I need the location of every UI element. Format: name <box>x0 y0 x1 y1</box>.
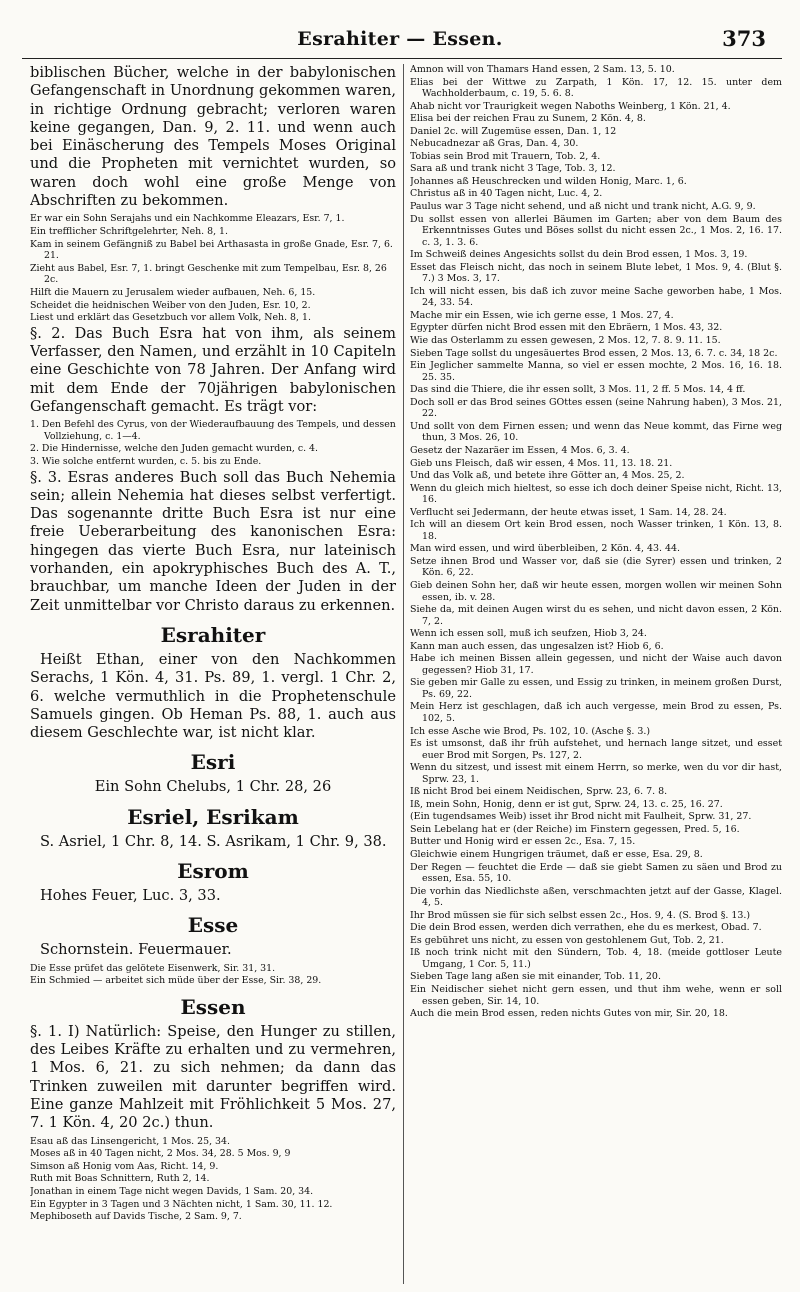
reference-entry: Iß noch trink nicht mit den Sündern, Tob. 4, 18. (meide gottloser Leute Umgang, 1 Cor. 5, 11.) <box>410 947 782 970</box>
reference-line: Hilft die Mauern zu Jerusalem wieder aufbauen, Neh. 6, 15. <box>30 286 316 298</box>
reference-line: Mephiboseth auf Davids Tische, 2 Sam. 9, 7. <box>30 1211 242 1223</box>
reference-line: Ein Schmied — arbeitet sich müde über der Esse, Sir. 38, 29. <box>30 975 322 987</box>
reference-entry: Der Regen — feuchtet die Erde — daß sie giebt Samen zu säen und Brod zu essen, Esa. 55, 10. <box>410 861 782 885</box>
esriel-text: S. Asriel, 1 Chr. 8, 14. S. Asrikam, 1 Chr. 9, 38. <box>40 832 387 850</box>
reference-entry: Mache mir ein Essen, wie ich gerne esse, 1 Mos. 27, 4. <box>410 309 674 321</box>
reference-line: Jonathan in einem Tage nicht wegen Davids, 1 Sam. 20, 34. <box>30 1185 314 1197</box>
reference-entry: Sieben Tage lang aßen sie mit einander, Tob. 11, 20. <box>410 971 661 983</box>
reference-entry: Elias bei der Wittwe zu Zarpath, 1 Kön. 17, 12. 15. unter dem Wachholderbaum, c. 19, 5. 6. 8. <box>410 76 782 100</box>
reference-line: Simson aß Honig vom Aas, Richt. 14, 9. <box>30 1160 219 1172</box>
reference-entry: Paulus war 3 Tage nicht sehend, und aß nicht und trank nicht, A.G. 9, 9. <box>410 201 756 213</box>
reference-entry: Nebucadnezar aß Gras, Dan. 4, 30. <box>410 138 579 150</box>
page-number: 373 <box>722 26 766 51</box>
reference-entry: Ihr Brod müssen sie für sich selbst essen 2c., Hos. 9, 4. (S. Brod §. 13.) <box>410 909 751 921</box>
reference-entry: Gieb uns Fleisch, daß wir essen, 4 Mos. 11, 13. 18. 21. <box>410 457 673 469</box>
reference-line: Scheidet die heidnischen Weiber von den Juden, Esr. 10, 2. <box>30 299 311 311</box>
esrom-text: Hohes Feuer, Luc. 3, 33. <box>40 887 221 905</box>
esra-continuation-paragraph: biblischen Bücher, welche in der babylonischen Gefangenschaft in Unordnung gekommen waren, in richtige Ordnung gebracht; verloren waren keine gegangen, Dan. 9, 2. 11. und wenn auch bei Einäscherung des Tempels Moses Original und die Propheten mit vernichtet wurden, so waren doch wohl eine große Menge von Abschriften zu bekommen. <box>30 64 396 210</box>
reference-entry: Doch soll er das Brod seines GOttes essen (seine Nahrung haben), 3 Mos. 21, 22. <box>410 396 782 420</box>
reference-entry: Wenn ich essen soll, muß ich seufzen, Hiob 3, 24. <box>410 628 647 640</box>
reference-entry: Gieb deinen Sohn her, daß wir heute essen, morgen wollen wir meinen Sohn essen, ib. v. 28. <box>410 579 782 603</box>
reference-entry: Und sollt von dem Firnen essen; und wenn das Neue kommt, das Firne weg thun, 3 Mos. 26, 10. <box>410 420 782 444</box>
reference-entry: Iß, mein Sohn, Honig, denn er ist gut, Sprw. 24, 13. c. 25, 16. 27. <box>410 798 723 810</box>
header-rule <box>22 58 782 59</box>
reference-entry: Die dein Brod essen, werden dich verrathen, ehe du es merkest, Obad. 7. <box>410 922 762 934</box>
list-item: 1. Den Befehl des Cyrus, von der Wiederaufbauung des Tempels, und dessen Vollziehung, c. 1—4. <box>30 419 396 442</box>
reference-line: Kam in seinem Gefängniß zu Babel bei Arthasasta in große Gnade, Esr. 7, 6. 21. <box>30 238 393 262</box>
esri-text: Ein Sohn Chelubs, 1 Chr. 28, 26 <box>94 778 332 796</box>
section-2-paragraph: §. 2. Das Buch Esra hat von ihm, als seinem Verfasser, den Namen, und erzählt in 10 Capiteln eine Geschichte von 78 Jahren. Der Anfang wird mit dem Ende der 70jährigen babylonischen Gefangenschaft gemacht. Es trägt vor: <box>30 324 396 415</box>
esra-references <box>30 213 396 323</box>
entry-heading-esrahiter: Esrahiter <box>160 622 266 647</box>
reference-line: Ruth mit Boas Schnittern, Ruth 2, 14. <box>30 1173 210 1185</box>
reference-entry: Man wird essen, und wird überbleiben, 2 Kön. 4, 43. 44. <box>410 543 680 555</box>
reference-line: Die Esse prüfet das gelötete Eisenwerk, Sir. 31, 31. <box>30 962 276 974</box>
reference-entry: Iß nicht Brod bei einem Neidischen, Sprw. 23, 6. 7. 8. <box>410 786 668 798</box>
reference-line: Moses aß in 40 Tagen nicht, 2 Mos. 34, 28. 5 Mos. 9, 9 <box>30 1148 291 1160</box>
reference-line: Zieht aus Babel, Esr. 7, 1. bringt Geschenke mit zum Tempelbau, Esr. 8, 26 2c. <box>30 262 387 286</box>
reference-entry: Gleichwie einem Hungrigen träumet, daß er esse, Esa. 29, 8. <box>410 849 703 860</box>
section-3-paragraph: §. 3. Esras anderes Buch soll das Buch Nehemia sein; allein Nehemia hat dieses selbst verfertigt. Das sogenannte dritte Buch Esra ist nur eine freie Ueberarbeitung des kanonischen Esra: hingegen das vierte Buch Esra, nur lateinisch vorhanden, ein apokryphisches Buch des A. T., brauchbar, um manche Ideen der Juden in der Zeit unmittelbar vor Christo daraus zu erkennen. <box>30 468 396 614</box>
reference-entry: Johannes aß Heuschrecken und wilden Honig, Marc. 1, 6. <box>410 175 687 187</box>
essen-reference-list <box>410 64 782 1020</box>
reference-entry: Das sind die Thiere, die ihr essen sollt, 3 Mos. 11, 2 ff. 5 Mos. 14, 4 ff. <box>410 384 746 396</box>
reference-entry: Die vorhin das Niedlichste aßen, verschmachten jetzt auf der Gasse, Klagel. 4, 5. <box>410 885 782 909</box>
reference-entry: Ich will nicht essen, bis daß ich zuvor meine Sache geworben habe, 1 Mos. 24, 33. 54. <box>410 285 782 309</box>
reference-entry: Du sollst essen von allerlei Bäumen im Garten; aber von dem Baum des Erkenntnisses Gutes und Böses sollst du nicht essen 2c., 1 Mos. 2, 16. 17. c. 3, 1. 3. 6. <box>410 213 782 248</box>
reference-entry: Ein Neidischer siehet nicht gern essen, und thut ihm wehe, wenn er soll essen geben, Sir. 14, 10. <box>410 984 782 1007</box>
entry-heading-esriel: Esriel, Esrikam <box>127 804 299 829</box>
reference-entry: Sie geben mir Galle zu essen, und Essig zu trinken, in meinem großen Durst, Ps. 69, 22. <box>410 677 782 700</box>
reference-entry: Sieben Tage sollst du ungesäuertes Brod essen, 2 Mos. 13, 6. 7. c. 34, 18 2c. <box>410 347 778 359</box>
reference-entry: Tobias sein Brod mit Trauern, Tob. 2, 4. <box>410 150 601 162</box>
list-item: 2. Die Hindernisse, welche den Juden gemacht wurden, c. 4. <box>30 443 319 455</box>
reference-entry: Wenn du gleich mich hieltest, so esse ich doch deiner Speise nicht, Richt. 13, 16. <box>410 482 782 506</box>
section-2-list <box>30 419 396 467</box>
essen-references <box>30 1136 396 1223</box>
reference-entry: Christus aß in 40 Tagen nicht, Luc. 4, 2. <box>410 188 603 200</box>
reference-entry: (Ein tugendsames Weib) isset ihr Brod nicht mit Faulheit, Sprw. 31, 27. <box>410 811 752 823</box>
reference-entry: Mein Herz ist geschlagen, daß ich auch vergesse, mein Brod zu essen, Ps. 102, 5. <box>410 701 782 724</box>
running-title: Esrahiter — Essen. <box>297 28 503 50</box>
reference-entry: Wenn du sitzest, und issest mit einem Herrn, so merke, wen du vor dir hast, Sprw. 23, 1. <box>410 762 782 785</box>
left-column <box>30 64 396 1284</box>
reference-entry: Sara aß und trank nicht 3 Tage, Tob. 3, 12. <box>410 163 616 175</box>
reference-entry: Sein Lebelang hat er (der Reiche) im Finstern gegessen, Pred. 5, 16. <box>410 823 740 835</box>
esse-text: Schornstein. Feuermauer. <box>40 941 232 959</box>
reference-entry: Im Schweiß deines Angesichts sollst du dein Brod essen, 1 Mos. 3, 19. <box>410 249 748 261</box>
esrahiter-text: Heißt Ethan, einer von den Nachkommen Serachs, 1 Kön. 4, 31. Ps. 89, 1. vergl. 1 Chr. 2, 6. welche vermuthlich in die Prophetenschule Samuels gingen. Ob Heman Ps. 88, 1. auch aus diesem Geschlechte war, ist nicht klar. <box>30 650 396 742</box>
esse-references <box>30 963 396 987</box>
reference-entry: Siehe da, mit deinen Augen wirst du es sehen, und nicht davon essen, 2 Kön. 7, 2. <box>410 604 782 627</box>
reference-entry: Ahab nicht vor Traurigkeit wegen Naboths Weinberg, 1 Kön. 21, 4. <box>410 100 731 112</box>
reference-entry: Elisa bei der reichen Frau zu Sunem, 2 Kön. 4, 8. <box>410 113 646 125</box>
reference-line: Er war ein Sohn Serajahs und ein Nachkomme Eleazars, Esr. 7, 1. <box>30 213 345 225</box>
reference-entry: Egypter dürfen nicht Brod essen mit den Ebräern, 1 Mos. 43, 32. <box>410 322 723 334</box>
reference-entry: Gesetz der Nazaräer im Essen, 4 Mos. 6, 3. 4. <box>410 444 630 456</box>
right-column <box>410 64 782 1288</box>
reference-line: Ein Egypter in 3 Tagen und 3 Nächten nicht, 1 Sam. 30, 11. 12. <box>30 1198 333 1210</box>
entry-heading-esri: Esri <box>190 750 236 775</box>
reference-line: Liest und erklärt das Gesetzbuch vor allem Volk, Neh. 8, 1. <box>30 312 311 324</box>
entry-heading-esrom: Esrom <box>177 859 249 884</box>
reference-line: Esau aß das Linsengericht, 1 Mos. 25, 34. <box>30 1135 230 1147</box>
list-item: 3. Wie solche entfernt wurden, c. 5. bis zu Ende. <box>30 455 262 467</box>
reference-entry: Auch die mein Brod essen, reden nichts Gutes von mir, Sir. 20, 18. <box>410 1008 728 1020</box>
reference-entry: Es gebühret uns nicht, zu essen von gestohlenem Gut, Tob. 2, 21. <box>410 934 724 946</box>
reference-entry: Ich esse Asche wie Brod, Ps. 102, 10. (Asche §. 3.) <box>410 725 651 737</box>
reference-entry: Und das Volk aß, und betete ihre Götter an, 4 Mos. 25, 2. <box>410 470 685 482</box>
reference-line: Ein trefflicher Schriftgelehrter, Neh. 8, 1. <box>30 225 228 237</box>
reference-entry: Verflucht sei Jedermann, der heute etwas isset, 1 Sam. 14, 28. 24. <box>410 506 727 518</box>
reference-entry: Es ist umsonst, daß ihr früh aufstehet, und hernach lange sitzet, und esset euer Brod mit Sorgen, Ps. 127, 2. <box>410 738 782 761</box>
reference-entry: Habe ich meinen Bissen allein gegessen, und nicht der Waise auch davon gegessen? Hiob 31, 17. <box>410 653 782 676</box>
reference-entry: Ich will an diesem Ort kein Brod essen, noch Wasser trinken, 1 Kön. 13, 8. 18. <box>410 519 782 542</box>
entry-heading-esse: Esse <box>187 913 239 938</box>
reference-entry: Wie das Osterlamm zu essen gewesen, 2 Mos. 12, 7. 8. 9. 11. 15. <box>410 335 721 347</box>
reference-entry: Setze ihnen Brod und Wasser vor, daß sie (die Syrer) essen und trinken, 2 Kön. 6, 22. <box>410 555 782 579</box>
column-divider <box>403 64 404 1284</box>
entry-heading-essen: Essen <box>180 994 246 1019</box>
reference-entry: Kann man auch essen, das ungesalzen ist? Hiob 6, 6. <box>410 640 664 652</box>
reference-entry: Butter und Honig wird er essen 2c., Esa. 7, 15. <box>410 836 636 848</box>
essen-text: §. 1. I) Natürlich: Speise, den Hunger zu stillen, des Leibes Kräfte zu erhalten und zu vermehren, 1 Mos. 6, 21. zu sich nehmen; da dann das Trinken zuweilen mit darunter begriffen wird. Eine ganze Mahlzeit mit Fröhlichkeit 5 Mos. 27, 7. 1 Kön. 4, 20 2c.) thun. <box>30 1022 396 1132</box>
reference-entry: Esset das Fleisch nicht, das noch in seinem Blute lebet, 1 Mos. 9, 4. (Blut §. 7.) 3 Mos. 3, 17. <box>410 261 782 285</box>
reference-entry: Amnon will von Thamars Hand essen, 2 Sam. 13, 5. 10. <box>410 64 675 75</box>
reference-entry: Ein Jeglicher sammelte Manna, so viel er essen mochte, 2 Mos. 16, 16. 18. 25. 35. <box>410 360 782 383</box>
reference-entry: Daniel 2c. will Zugemüse essen, Dan. 1, 12 <box>410 125 617 137</box>
page-header <box>0 0 800 56</box>
